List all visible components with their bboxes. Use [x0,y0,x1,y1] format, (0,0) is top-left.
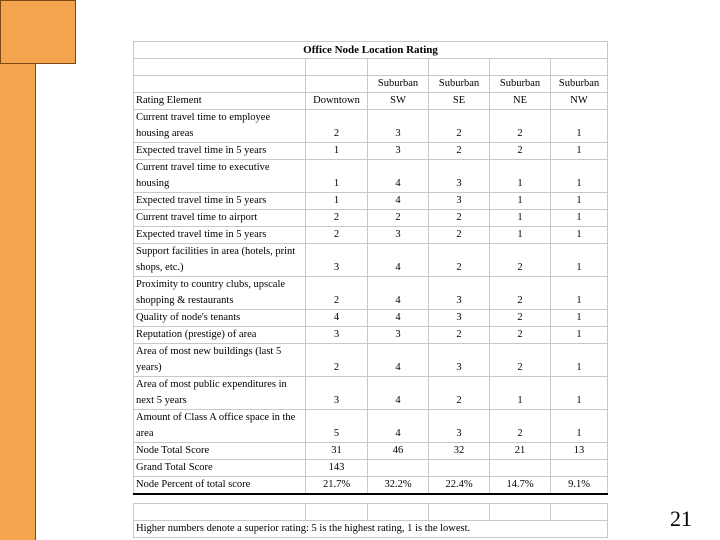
separator-row [134,494,608,504]
score-cell: 1 [551,327,608,344]
score-cell: 2 [368,210,429,227]
score-cell: 3 [429,344,490,377]
rating-element-label: Expected travel time in 5 years [134,143,306,160]
rating-element-label: Expected travel time in 5 years [134,227,306,244]
score-cell: 2 [306,110,368,143]
rating-element-label: Current travel time to airport [134,210,306,227]
score-cell: 1 [490,210,551,227]
score-cell: 2 [490,410,551,443]
score-cell: 3 [306,244,368,277]
decorative-orange-bar [0,64,36,540]
percent-cell: 22.4% [429,477,490,495]
node-total-row [134,443,608,460]
blank-row [134,59,608,76]
table-row [134,210,608,227]
score-cell: 3 [429,193,490,210]
node-percent-row [134,477,608,495]
table-row [134,277,608,310]
score-cell: 2 [306,277,368,310]
rating-element-label: Reputation (prestige) of area [134,327,306,344]
score-cell: 4 [368,410,429,443]
score-cell: 1 [306,143,368,160]
rating-element-label: Area of most public expenditures in next 5 years [134,377,306,410]
score-cell: 1 [551,110,608,143]
table-row [134,310,608,327]
score-cell: 2 [490,143,551,160]
table-row [134,327,608,344]
score-cell: 2 [490,310,551,327]
office-node-rating-table [133,41,608,538]
score-cell: 1 [551,193,608,210]
score-cell: 5 [306,410,368,443]
score-cell: 3 [429,160,490,193]
score-cell: 4 [368,377,429,410]
grand-total-row [134,460,608,477]
node-percent-label: Node Percent of total score [134,477,306,495]
rating-element-label: Proximity to country clubs, upscale shopping & restaurants [134,277,306,310]
node-total-label: Node Total Score [134,443,306,460]
header-cell [134,76,306,93]
score-cell: 1 [551,344,608,377]
score-cell: 3 [306,377,368,410]
score-cell: 3 [368,110,429,143]
score-cell: 1 [306,193,368,210]
score-cell: 1 [306,160,368,193]
score-cell: 2 [429,327,490,344]
percent-cell: 9.1% [551,477,608,495]
total-cell: 46 [368,443,429,460]
table-row [134,160,608,193]
score-cell: 2 [429,244,490,277]
score-cell: 2 [429,210,490,227]
table-row [134,193,608,210]
score-cell: 3 [429,277,490,310]
score-cell: 1 [551,143,608,160]
score-cell: 1 [490,160,551,193]
score-cell: 2 [490,344,551,377]
score-cell: 3 [368,327,429,344]
grand-total-label: Grand Total Score [134,460,306,477]
score-cell: 1 [490,377,551,410]
score-cell: 1 [551,277,608,310]
score-cell: 2 [490,277,551,310]
score-cell: 2 [490,244,551,277]
score-cell: 4 [368,344,429,377]
header-cell: Suburban [490,76,551,93]
table-row [134,143,608,160]
header-cell [306,76,368,93]
total-cell: 31 [306,443,368,460]
table-row [134,410,608,443]
decorative-orange-block [0,0,76,64]
footnote-row [134,521,608,538]
score-cell: 3 [429,410,490,443]
score-cell: 2 [306,210,368,227]
total-cell: 13 [551,443,608,460]
page-number: 21 [670,506,692,531]
header-row-bottom [134,93,608,110]
score-cell: 1 [551,410,608,443]
rating-element-label: Area of most new buildings (last 5 years) [134,344,306,377]
header-cell: SW [368,93,429,110]
rating-element-label: Quality of node's tenants [134,310,306,327]
table-row [134,344,608,377]
score-cell: 1 [551,377,608,410]
percent-cell: 14.7% [490,477,551,495]
score-cell: 3 [368,227,429,244]
score-cell: 2 [306,344,368,377]
score-cell: 1 [551,244,608,277]
score-cell: 4 [368,244,429,277]
total-cell: 21 [490,443,551,460]
score-cell: 2 [306,227,368,244]
table-title: Office Node Location Rating [134,42,608,59]
score-cell: 4 [368,193,429,210]
header-cell: Suburban [368,76,429,93]
footnote: Higher numbers denote a superior rating: 5 is the highest rating, 1 is the lowest. [134,521,608,538]
rating-element-label: Support facilities in area (hotels, print shops, etc.) [134,244,306,277]
score-cell: 3 [306,327,368,344]
header-cell: Downtown [306,93,368,110]
rating-element-label: Expected travel time in 5 years [134,193,306,210]
header-cell: Suburban [551,76,608,93]
table-row [134,227,608,244]
score-cell: 1 [551,227,608,244]
score-cell: 4 [368,160,429,193]
score-cell: 4 [306,310,368,327]
score-cell: 4 [368,277,429,310]
rating-element-label: Current travel time to employee housing areas [134,110,306,143]
percent-cell: 32.2% [368,477,429,495]
grand-total-value: 143 [306,460,368,477]
score-cell: 3 [368,143,429,160]
score-cell: 2 [490,327,551,344]
header-cell: SE [429,93,490,110]
score-cell: 4 [368,310,429,327]
score-cell: 2 [490,110,551,143]
score-cell: 3 [429,310,490,327]
blank-row [134,504,608,521]
score-cell: 2 [429,143,490,160]
table-row [134,244,608,277]
score-cell: 1 [490,193,551,210]
percent-cell: 21.7% [306,477,368,495]
score-cell: 1 [551,210,608,227]
total-cell: 32 [429,443,490,460]
score-cell: 2 [429,110,490,143]
rating-element-label: Current travel time to executive housing [134,160,306,193]
header-cell: NE [490,93,551,110]
score-cell: 1 [551,160,608,193]
header-row-top [134,76,608,93]
table-row [134,377,608,410]
rating-element-label: Amount of Class A office space in the area [134,410,306,443]
score-cell: 1 [551,310,608,327]
header-cell: Rating Element [134,93,306,110]
header-cell: Suburban [429,76,490,93]
score-cell: 1 [490,227,551,244]
table-row [134,110,608,143]
header-cell: NW [551,93,608,110]
score-cell: 2 [429,227,490,244]
score-cell: 2 [429,377,490,410]
